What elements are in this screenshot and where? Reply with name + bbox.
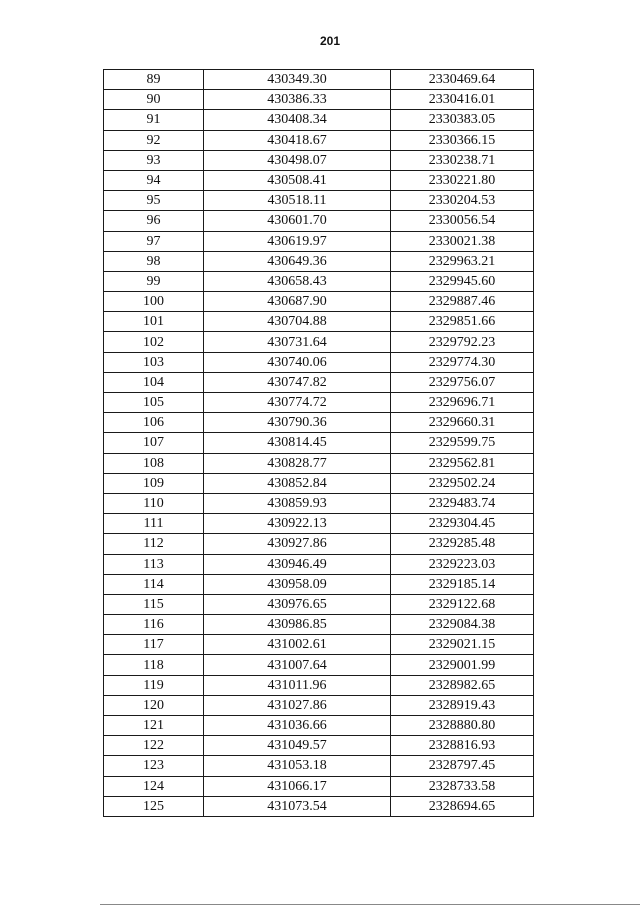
point-number-cell: 108 (104, 453, 204, 473)
y-coordinate-cell: 2330366.15 (391, 130, 534, 150)
y-coordinate-cell: 2328880.80 (391, 716, 534, 736)
x-coordinate-cell: 430601.70 (204, 211, 391, 231)
table-row (104, 736, 534, 756)
table-row (104, 756, 534, 776)
x-coordinate-cell: 430927.86 (204, 534, 391, 554)
point-number-cell: 112 (104, 534, 204, 554)
point-number-cell: 115 (104, 594, 204, 614)
x-coordinate-cell: 430687.90 (204, 292, 391, 312)
x-coordinate-cell: 431049.57 (204, 736, 391, 756)
y-coordinate-cell: 2329185.14 (391, 574, 534, 594)
y-coordinate-cell: 2328982.65 (391, 675, 534, 695)
y-coordinate-cell: 2329502.24 (391, 473, 534, 493)
x-coordinate-cell: 430790.36 (204, 413, 391, 433)
x-coordinate-cell: 430704.88 (204, 312, 391, 332)
y-coordinate-cell: 2329599.75 (391, 433, 534, 453)
x-coordinate-cell: 431066.17 (204, 776, 391, 796)
table-row (104, 150, 534, 170)
y-coordinate-cell: 2329122.68 (391, 594, 534, 614)
point-number-cell: 99 (104, 271, 204, 291)
table-row (104, 554, 534, 574)
point-number-cell: 89 (104, 70, 204, 90)
point-number-cell: 104 (104, 372, 204, 392)
y-coordinate-cell: 2329001.99 (391, 655, 534, 675)
table-row (104, 493, 534, 513)
point-number-cell: 116 (104, 615, 204, 635)
point-number-cell: 119 (104, 675, 204, 695)
point-number-cell: 96 (104, 211, 204, 231)
point-number-cell: 106 (104, 413, 204, 433)
point-number-cell: 95 (104, 191, 204, 211)
table-row (104, 594, 534, 614)
table-row (104, 110, 534, 130)
x-coordinate-cell: 431053.18 (204, 756, 391, 776)
point-number-cell: 111 (104, 514, 204, 534)
table-row (104, 675, 534, 695)
table-row (104, 635, 534, 655)
table-row (104, 271, 534, 291)
x-coordinate-cell: 430518.11 (204, 191, 391, 211)
y-coordinate-cell: 2329660.31 (391, 413, 534, 433)
x-coordinate-cell: 430976.65 (204, 594, 391, 614)
x-coordinate-cell: 431007.64 (204, 655, 391, 675)
point-number-cell: 97 (104, 231, 204, 251)
x-coordinate-cell: 430649.36 (204, 251, 391, 271)
point-number-cell: 98 (104, 251, 204, 271)
x-coordinate-cell: 430747.82 (204, 372, 391, 392)
y-coordinate-cell: 2329021.15 (391, 635, 534, 655)
table-row (104, 251, 534, 271)
y-coordinate-cell: 2329792.23 (391, 332, 534, 352)
y-coordinate-cell: 2330469.64 (391, 70, 534, 90)
x-coordinate-cell: 430731.64 (204, 332, 391, 352)
x-coordinate-cell: 430814.45 (204, 433, 391, 453)
point-number-cell: 105 (104, 393, 204, 413)
x-coordinate-cell: 430498.07 (204, 150, 391, 170)
x-coordinate-cell: 430418.67 (204, 130, 391, 150)
table-row (104, 393, 534, 413)
x-coordinate-cell: 430508.41 (204, 170, 391, 190)
y-coordinate-cell: 2328919.43 (391, 695, 534, 715)
y-coordinate-cell: 2329084.38 (391, 615, 534, 635)
x-coordinate-cell: 430922.13 (204, 514, 391, 534)
x-coordinate-cell: 430852.84 (204, 473, 391, 493)
x-coordinate-cell: 430828.77 (204, 453, 391, 473)
table-row (104, 90, 534, 110)
x-coordinate-cell: 430740.06 (204, 352, 391, 372)
y-coordinate-cell: 2330416.01 (391, 90, 534, 110)
x-coordinate-cell: 430946.49 (204, 554, 391, 574)
y-coordinate-cell: 2328816.93 (391, 736, 534, 756)
x-coordinate-cell: 431036.66 (204, 716, 391, 736)
y-coordinate-cell: 2329285.48 (391, 534, 534, 554)
table-row (104, 352, 534, 372)
point-number-cell: 92 (104, 130, 204, 150)
coordinates-table (103, 69, 534, 817)
table-row (104, 655, 534, 675)
x-coordinate-cell: 430986.85 (204, 615, 391, 635)
x-coordinate-cell: 430386.33 (204, 90, 391, 110)
point-number-cell: 100 (104, 292, 204, 312)
table-row (104, 776, 534, 796)
table-row (104, 716, 534, 736)
point-number-cell: 91 (104, 110, 204, 130)
x-coordinate-cell: 431027.86 (204, 695, 391, 715)
point-number-cell: 93 (104, 150, 204, 170)
point-number-cell: 121 (104, 716, 204, 736)
table-row (104, 796, 534, 816)
point-number-cell: 101 (104, 312, 204, 332)
table-row (104, 312, 534, 332)
table-row (104, 70, 534, 90)
table-row (104, 534, 534, 554)
bottom-rule (100, 904, 640, 905)
table-row (104, 231, 534, 251)
point-number-cell: 107 (104, 433, 204, 453)
y-coordinate-cell: 2328694.65 (391, 796, 534, 816)
point-number-cell: 124 (104, 776, 204, 796)
page-number: 201 (319, 34, 341, 48)
table-row (104, 372, 534, 392)
point-number-cell: 117 (104, 635, 204, 655)
point-number-cell: 113 (104, 554, 204, 574)
table-row (104, 433, 534, 453)
table-row (104, 574, 534, 594)
point-number-cell: 123 (104, 756, 204, 776)
table-row (104, 453, 534, 473)
table-row (104, 130, 534, 150)
y-coordinate-cell: 2330021.38 (391, 231, 534, 251)
point-number-cell: 118 (104, 655, 204, 675)
table-row (104, 413, 534, 433)
x-coordinate-cell: 430619.97 (204, 231, 391, 251)
y-coordinate-cell: 2329696.71 (391, 393, 534, 413)
x-coordinate-cell: 430658.43 (204, 271, 391, 291)
y-coordinate-cell: 2329945.60 (391, 271, 534, 291)
y-coordinate-cell: 2328797.45 (391, 756, 534, 776)
y-coordinate-cell: 2330204.53 (391, 191, 534, 211)
table-row (104, 191, 534, 211)
y-coordinate-cell: 2329887.46 (391, 292, 534, 312)
table-row (104, 332, 534, 352)
point-number-cell: 102 (104, 332, 204, 352)
y-coordinate-cell: 2329304.45 (391, 514, 534, 534)
x-coordinate-cell: 430958.09 (204, 574, 391, 594)
point-number-cell: 122 (104, 736, 204, 756)
point-number-cell: 109 (104, 473, 204, 493)
point-number-cell: 120 (104, 695, 204, 715)
y-coordinate-cell: 2329562.81 (391, 453, 534, 473)
x-coordinate-cell: 431073.54 (204, 796, 391, 816)
x-coordinate-cell: 430408.34 (204, 110, 391, 130)
table-row (104, 695, 534, 715)
y-coordinate-cell: 2329756.07 (391, 372, 534, 392)
table-row (104, 473, 534, 493)
y-coordinate-cell: 2329851.66 (391, 312, 534, 332)
point-number-cell: 114 (104, 574, 204, 594)
y-coordinate-cell: 2330221.80 (391, 170, 534, 190)
point-number-cell: 110 (104, 493, 204, 513)
table-row (104, 170, 534, 190)
y-coordinate-cell: 2330383.05 (391, 110, 534, 130)
y-coordinate-cell: 2329774.30 (391, 352, 534, 372)
x-coordinate-cell: 431002.61 (204, 635, 391, 655)
table-row (104, 211, 534, 231)
y-coordinate-cell: 2329483.74 (391, 493, 534, 513)
point-number-cell: 90 (104, 90, 204, 110)
y-coordinate-cell: 2329223.03 (391, 554, 534, 574)
y-coordinate-cell: 2329963.21 (391, 251, 534, 271)
coordinates-table-body (104, 70, 534, 817)
x-coordinate-cell: 430774.72 (204, 393, 391, 413)
y-coordinate-cell: 2330056.54 (391, 211, 534, 231)
y-coordinate-cell: 2328733.58 (391, 776, 534, 796)
y-coordinate-cell: 2330238.71 (391, 150, 534, 170)
point-number-cell: 103 (104, 352, 204, 372)
x-coordinate-cell: 431011.96 (204, 675, 391, 695)
x-coordinate-cell: 430349.30 (204, 70, 391, 90)
x-coordinate-cell: 430859.93 (204, 493, 391, 513)
table-row (104, 514, 534, 534)
table-row (104, 615, 534, 635)
point-number-cell: 125 (104, 796, 204, 816)
point-number-cell: 94 (104, 170, 204, 190)
table-row (104, 292, 534, 312)
